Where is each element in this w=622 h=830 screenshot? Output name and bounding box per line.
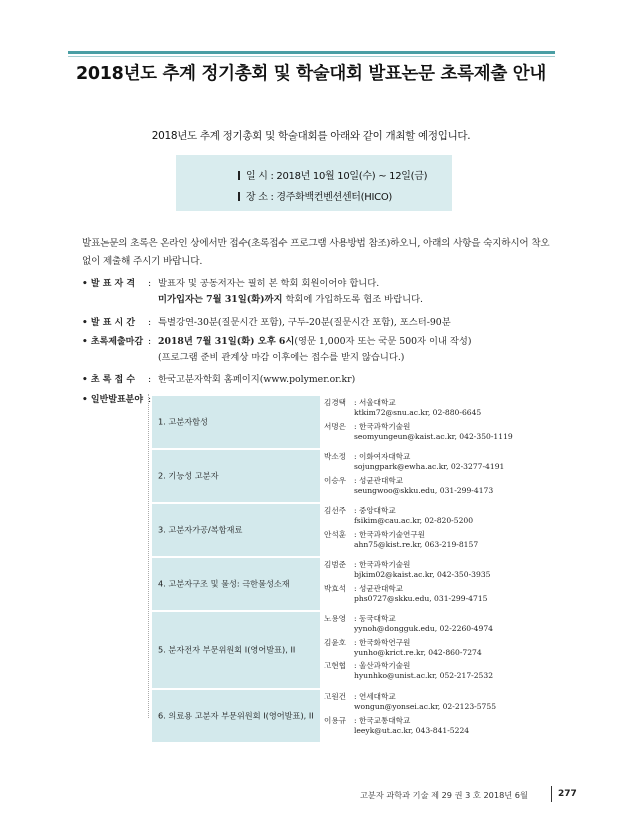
field-name: 5. 분자전자 부문위원회 I(영어발표), II — [158, 644, 296, 655]
abstract-receipt: • 초 록 접 수 : 한국고분자학회 홈페이지(www.polymer.or.kr) — [82, 372, 355, 388]
header-rule-thin — [68, 56, 555, 57]
receipt-label: • 초 록 접 수 — [82, 375, 136, 385]
deadline-label: • 초록제출마감 — [82, 337, 144, 347]
abstract-deadline: • 초록제출마감 : 2018년 7월 31일(화) 오후 6시(영문 1,000자 또는 국문 500자 이내 작성) (프로그램 준비 관계상 마감 이후에는 접수를 받지 않습니다.) — [82, 336, 472, 363]
contact-entry: 안석훈 : 한국과학기술연구원 ahn75@kist.re.kr, 063-219-8157 — [324, 529, 479, 549]
field-name: 4. 고분자구조 및 물성: 극한물성소재 — [158, 578, 290, 589]
notice-paragraph: 발표논문의 초록은 온라인 상에서만 접수(초록접수 프로그램 사용방법 참조)하오니, 아래의 사항을 숙지하시어 착오 없이 제출해 주시기 바랍니다. — [82, 238, 550, 267]
membership-deadline: 미가입자는 7월 31일(화)까지 — [158, 294, 283, 305]
place-row — [238, 188, 392, 203]
fields-label: • 일반발표분야 — [82, 395, 144, 405]
contact-entry: 서명은 : 한국과학기술원 seomyungeun@kaist.ac.kr, 042-350-1119 — [324, 421, 513, 441]
bullet-bar-icon — [238, 192, 240, 201]
contact-entry: 김범준 : 한국과학기술원 bjkim02@kaist.ac.kr, 042-350-3935 — [324, 560, 491, 580]
contact-entry: 김선주 : 중앙대학교 fsikim@cau.ac.kr, 02-820-5200 — [324, 506, 474, 526]
field-name: 2. 기능성 고분자 — [158, 470, 219, 481]
contact-entry: 김경택 : 서울대학교 ktkim72@snu.ac.kr, 02-880-6645 — [324, 398, 482, 418]
receipt-link[interactable]: 한국고분자학회 홈페이지(www.polymer.or.kr) — [158, 374, 356, 385]
contact-entry: 이용규 : 한국교통대학교 leeyk@ut.ac.kr, 043-841-5224 — [324, 715, 470, 735]
contact-entry: 노용영 : 동국대학교 yynoh@dongguk.edu, 02-2260-4974 — [324, 614, 493, 634]
contact-entry: 박소정 : 이화여자대학교 sojungpark@ewha.ac.kr, 02-3277-4191 — [324, 452, 505, 472]
contact-entry: 이승우 : 성균관대학교 seungwoo@skku.edu, 031-299-4173 — [324, 475, 494, 495]
intro-text: 2018년도 추계 정기총회 및 학술대회를 아래와 같이 개최할 예정입니다. — [151, 130, 471, 142]
field-row — [152, 688, 546, 742]
deadline-date: 2018년 7월 31일(화) 오후 6시 — [158, 336, 295, 347]
time-label: • 발 표 시 간 — [82, 318, 136, 328]
field-row — [152, 502, 546, 556]
contact-entry: 고현협 : 울산과학기술원 hyunhko@unist.ac.kr, 052-217-2532 — [324, 661, 494, 681]
contact-entry: 고원건 : 연세대학교 wongun@yonsei.ac.kr, 02-2123-5755 — [324, 692, 497, 712]
journal-footer: 고분자 과학과 기술 제 29 권 3 호 2018년 6월 — [360, 790, 528, 800]
contact-entry: 김윤호 : 한국화학연구원 yunho@krict.re.kr, 042-860-7274 — [324, 637, 482, 657]
presenter-label: • 발 표 자 격 — [82, 279, 136, 289]
presenter-text: 발표자 및 공동저자는 필히 본 학회 회원이어야 합니다. — [158, 278, 380, 289]
bullet-bar-icon — [238, 171, 240, 180]
header-rule — [68, 51, 555, 54]
page-number: 277 — [558, 789, 577, 799]
field-row — [152, 610, 546, 688]
presentation-time: • 발 표 시 간 : 특별강연-30분(질문시간 포함), 구두-20분(질문시간 포함), 포스터-90분 — [82, 315, 451, 331]
page-title: 2018년도 추계 정기총회 및 학술대회 발표논문 초록제출 안내 — [76, 64, 546, 84]
time-text: 특별강연-30분(질문시간 포함), 구두-20분(질문시간 포함), 포스터-90분 — [158, 317, 451, 328]
general-fields-heading: • 일반발표분야 : — [82, 392, 158, 408]
deadline-note: (프로그램 준비 관계상 마감 이후에는 접수를 받지 않습니다.) — [158, 352, 405, 363]
event-info-box — [176, 155, 452, 211]
field-name: 6. 의료용 고분자 부문위원회 I(영어발표), II — [158, 710, 314, 721]
field-row — [152, 556, 546, 610]
contact-entry: 박효석 : 성균관대학교 phs0727@skku.edu, 031-299-4715 — [324, 583, 488, 603]
field-name: 3. 고분자가공/복합재료 — [158, 524, 243, 535]
event-date: 일 시 : 2018년 10월 10일(수) ~ 12일(금) — [246, 171, 428, 182]
field-row — [152, 448, 546, 502]
field-row — [152, 394, 546, 448]
event-place: 장 소 : 경주화백컨벤션센터(HICO) — [246, 192, 392, 203]
field-name: 1. 고분자합성 — [158, 416, 208, 427]
date-row — [238, 167, 427, 182]
fields-table — [152, 394, 546, 742]
footer-divider — [551, 786, 552, 802]
presenter-qualification: • 발 표 자 격 : 발표자 및 공동저자는 필히 본 학회 회원이어야 합니다. 미가입자는 7월 31일(화)까지 학회에 가입하도록 협조 바랍니다. — [82, 278, 424, 305]
